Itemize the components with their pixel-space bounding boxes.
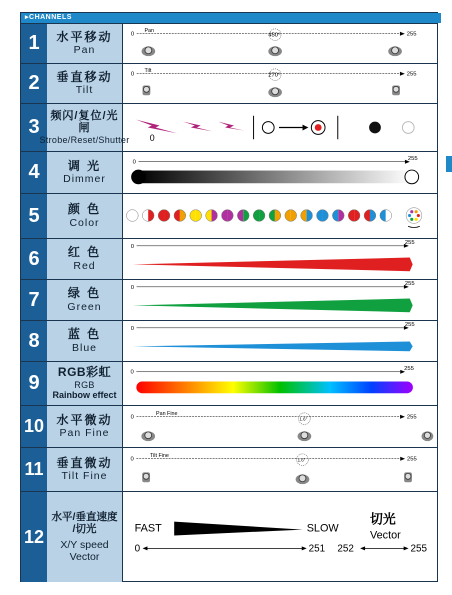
end-value: 255	[406, 71, 417, 78]
label-zh: 颜 色	[67, 202, 102, 217]
channel-row-rainbow	[21, 361, 437, 405]
shutter-closed-icon	[369, 122, 381, 134]
label-en-2: Rainbow effect	[52, 390, 117, 401]
end-value: 255	[404, 365, 414, 372]
rainbow-diagram	[123, 362, 437, 405]
dimmer-diagram	[123, 152, 437, 193]
channel-row-red	[21, 238, 437, 279]
color-slot-icon	[190, 210, 202, 222]
fixture-icon	[268, 46, 282, 56]
fixture-icon	[296, 474, 310, 484]
end-value: 255	[404, 321, 415, 328]
channel-number: 2	[21, 64, 47, 103]
fixture-icon	[404, 472, 412, 482]
label-en: Pan Fine	[59, 427, 110, 440]
color-slot-icon	[142, 210, 154, 222]
axis-label: Tilt Fine	[150, 452, 169, 459]
label-en: Strobe/Reset/Shutter	[39, 134, 130, 145]
fixture-icon	[392, 85, 400, 95]
color-slot-icon	[332, 210, 344, 222]
channel-number: 8	[21, 321, 47, 361]
channel-number: 9	[21, 362, 47, 405]
label-zh: RGB彩虹	[57, 365, 112, 380]
strobe-fast-icon	[136, 120, 177, 134]
color-rotate-icon	[406, 208, 422, 228]
fast-label: FAST	[134, 522, 162, 535]
vector-start: 252	[337, 543, 354, 555]
channels-title: CHANNELS	[29, 14, 72, 21]
channel-row-tilt-fine	[21, 447, 437, 491]
start-value: 0	[130, 325, 134, 332]
label-en: Green	[67, 300, 102, 313]
channel-number: 10	[21, 406, 47, 447]
channel-label	[47, 64, 123, 103]
label-en: Tilt	[75, 84, 94, 97]
fixture-icon	[268, 87, 282, 97]
label-zh: 水平/垂直速度	[51, 510, 118, 523]
label-zh: 蓝 色	[67, 327, 102, 342]
channel-row-tilt	[21, 63, 437, 103]
channel-label	[47, 492, 123, 582]
channel-number: 3	[21, 104, 47, 151]
tilt-diagram	[123, 64, 437, 103]
channel-label	[39, 104, 130, 151]
cut-label-zh: 切光	[370, 511, 396, 527]
channel-label	[47, 448, 123, 491]
blue-diagram	[123, 321, 437, 361]
slow-label: SLOW	[306, 522, 339, 535]
rainbow-bar	[136, 382, 413, 394]
tilt-fine-diagram	[123, 448, 437, 491]
channel-row-pan	[21, 23, 437, 63]
label-en: Pan	[73, 44, 96, 57]
speed-diagram	[123, 492, 437, 582]
start-value: 0	[149, 133, 155, 144]
label-en: Blue	[71, 341, 97, 354]
color-slot-icon	[364, 210, 376, 222]
label-en: Tilt Fine	[61, 470, 108, 483]
start-value: 0	[132, 159, 136, 166]
label-zh: 红 色	[67, 245, 102, 260]
color-slot-icon	[301, 210, 313, 222]
green-ramp	[133, 299, 413, 313]
label-en: X/Y speed	[60, 539, 109, 551]
cut-label-en: Vector	[370, 529, 401, 542]
channel-table	[20, 12, 438, 582]
angle-value: 450°	[268, 32, 281, 39]
start-value: 0	[130, 31, 135, 38]
start-value: 0	[130, 414, 134, 421]
channel-row-color	[21, 193, 437, 238]
channel-label	[47, 152, 123, 193]
channels-header: ▸CHANNELS	[21, 13, 441, 23]
color-slot-icon	[158, 210, 170, 222]
axis-label: Pan	[144, 27, 155, 34]
label-en: Color	[69, 216, 100, 229]
channel-row-dimmer	[21, 151, 437, 193]
strobe-diagram	[123, 104, 437, 151]
channel-number: 7	[21, 280, 47, 320]
label-zh: 绿 色	[67, 286, 102, 301]
angle-value: 270°	[268, 72, 281, 79]
start-value: 0	[130, 456, 134, 463]
color-diagram	[123, 194, 437, 238]
channel-number: 5	[21, 194, 47, 238]
end-value: 255	[406, 414, 417, 421]
end-value: 255	[404, 280, 415, 287]
label-en: Red	[73, 259, 96, 272]
channel-row-blue	[21, 320, 437, 361]
speed-start: 0	[134, 543, 141, 555]
angle-value: 1.6°	[299, 416, 308, 422]
label-zh-2: /切光	[72, 522, 97, 535]
channel-label	[47, 239, 123, 279]
shutter-open-icon	[262, 122, 274, 134]
strobe-slow-icon	[218, 122, 243, 131]
fixture-icon	[142, 472, 150, 482]
blue-ramp	[133, 341, 413, 351]
channel-number: 1	[21, 24, 47, 63]
red-ramp	[133, 258, 413, 272]
fixture-icon	[388, 46, 402, 56]
color-slot-icon	[126, 210, 138, 222]
channel-number: 11	[21, 448, 47, 491]
pan-fine-diagram	[123, 406, 437, 447]
axis-label: Pan Fine	[156, 410, 178, 417]
speed-end: 251	[308, 543, 326, 555]
color-slot-icon	[380, 210, 392, 222]
vector-end: 255	[410, 543, 428, 555]
red-diagram	[123, 239, 437, 279]
side-tab	[446, 156, 452, 172]
axis-label: Tilt	[144, 67, 152, 74]
channel-row-speed	[21, 491, 437, 582]
color-slot-icon	[317, 210, 329, 222]
green-diagram	[123, 280, 437, 320]
channel-label	[47, 24, 123, 63]
shutter-open-icon	[402, 122, 414, 134]
channel-label	[47, 406, 123, 447]
channel-label	[47, 362, 123, 405]
color-slot-icon	[348, 210, 360, 222]
start-value: 0	[130, 243, 134, 250]
channel-label	[47, 280, 123, 320]
color-slot-icon	[269, 210, 281, 222]
color-slot-icon	[237, 210, 249, 222]
color-slot-icon	[253, 210, 265, 222]
label-zh: 垂直移动	[56, 69, 113, 84]
color-slot-icon	[222, 210, 234, 222]
fixture-icon	[142, 46, 156, 56]
end-value: 255	[407, 456, 417, 463]
label-zh: 调 光	[67, 158, 102, 173]
channel-row-strobe	[21, 103, 437, 151]
end-value: 255	[406, 31, 417, 38]
color-slot-icon	[174, 210, 186, 222]
channel-number: 6	[21, 239, 47, 279]
color-slot-icon	[285, 210, 297, 222]
label-en: Dimmer	[63, 173, 106, 186]
label-zh: 垂直微动	[56, 455, 113, 470]
label-en-2: Vector	[69, 551, 100, 564]
pan-diagram	[123, 24, 437, 63]
label-zh: 水平微动	[56, 412, 113, 427]
start-value: 0	[130, 71, 135, 78]
label-zh: 频闪/复位/光闸	[50, 109, 119, 135]
fixture-icon	[141, 431, 155, 441]
end-value: 255	[404, 239, 415, 246]
start-value: 0	[130, 284, 134, 291]
color-slot-icon	[206, 210, 218, 222]
end-value: 255	[407, 155, 418, 162]
channel-row-green	[21, 279, 437, 320]
angle-value: 1.6°	[297, 457, 306, 463]
channel-label	[47, 194, 123, 238]
channel-row-pan-fine	[21, 405, 437, 447]
channel-label	[47, 321, 123, 361]
fixture-icon	[143, 85, 151, 95]
fixture-icon	[422, 431, 434, 441]
dimmer-gradient-bar	[137, 171, 412, 184]
strobe-medium-icon	[183, 122, 212, 132]
label-zh: 水平移动	[56, 29, 113, 44]
fixture-icon	[298, 431, 312, 441]
channel-number: 4	[21, 152, 47, 193]
channel-number: 12	[21, 492, 47, 582]
speed-wedge	[174, 522, 303, 536]
start-value: 0	[130, 369, 134, 376]
label-en: RGB	[74, 380, 95, 391]
